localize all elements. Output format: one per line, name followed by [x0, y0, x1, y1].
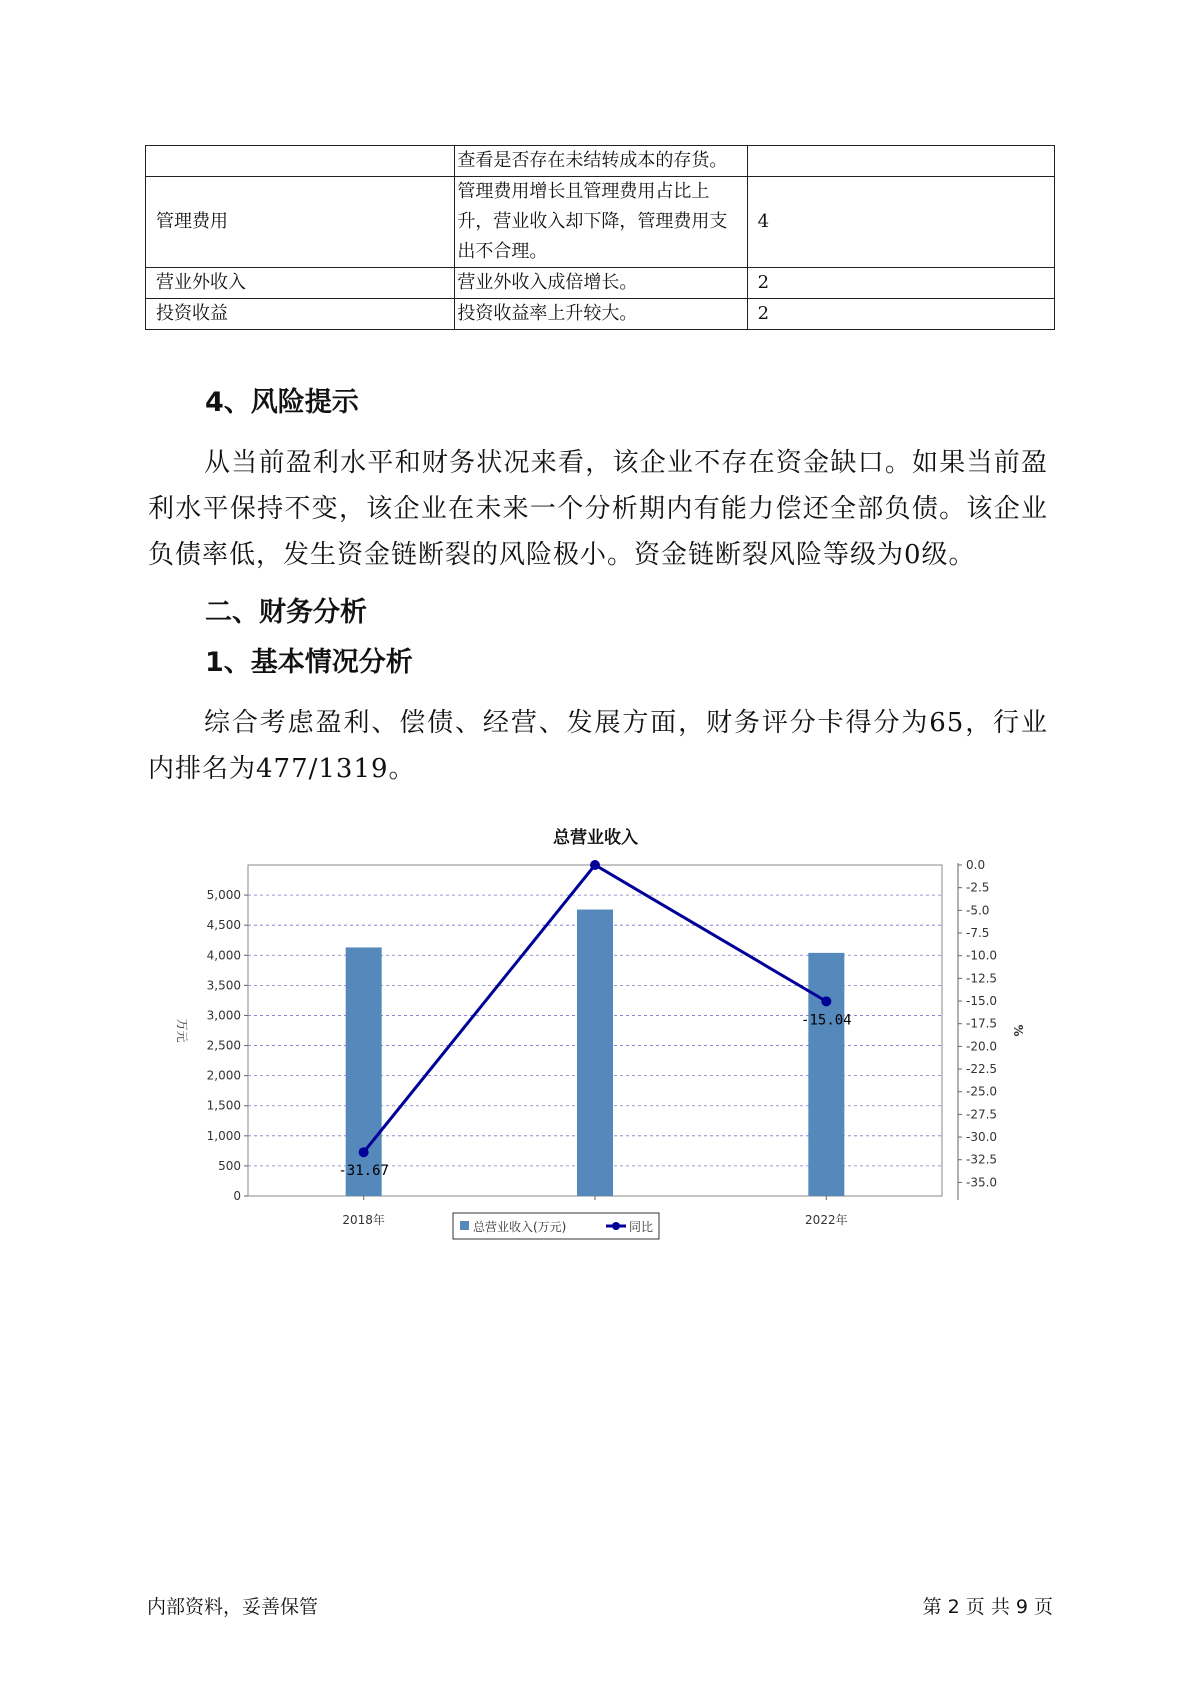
data-label-yoy: -31.67: [338, 1163, 389, 1180]
revenue-chart: [170, 850, 1025, 1270]
legend-bar-swatch: [460, 1221, 469, 1230]
y-tick-label: 500: [218, 1158, 241, 1173]
data-label-yoy: -15.04: [801, 1012, 852, 1029]
table-row: [146, 268, 1055, 299]
table-cell-score: [747, 146, 1054, 177]
bar-revenue: [346, 947, 382, 1196]
y2-tick-label: -25.0: [966, 1084, 998, 1099]
table-cell-score: 2: [747, 268, 1054, 299]
risk-paragraph: 从当前盈利水平和财务状况来看，该企业不存在资金缺口。如果当前盈利水平保持不变，该企业在未来一个分析期内有能力偿还全部负债。该企业负债率低，发生资金链断裂的风险极小。资金链断裂风险等级为0级。: [148, 448, 1048, 570]
x-tick-label: 2018年: [342, 1213, 385, 1227]
y-tick-label: 3,500: [206, 978, 241, 993]
y2-tick-label: -7.5: [966, 926, 990, 941]
table-cell-score: 4: [747, 177, 1054, 268]
footer-note: 内部资料，妥善保管: [147, 1596, 319, 1618]
point-yoy: [359, 1147, 369, 1157]
basic-heading: 1、基本情况分析: [205, 647, 413, 678]
table-cell-item: 管理费用: [146, 177, 455, 268]
y2-tick-label: 0.0: [966, 858, 986, 872]
table-row: [146, 299, 1055, 330]
legend-bar-label: 总营业收入(万元): [473, 1220, 567, 1234]
finance-heading: 二、财务分析: [205, 597, 367, 628]
y2-tick-label: -30.0: [966, 1130, 998, 1145]
x-tick-label: 2022年: [805, 1213, 848, 1227]
y2-tick-label: -32.5: [966, 1152, 998, 1167]
table-cell-desc: 查看是否存在未结转成本的存货。: [455, 146, 747, 177]
table-row: [146, 146, 1055, 177]
point-yoy: [590, 860, 600, 870]
table-cell-item: 投资收益: [146, 299, 455, 330]
chart-title: 总营业收入: [553, 828, 638, 848]
legend-line-marker: [612, 1222, 620, 1230]
basic-paragraph: 综合考虑盈利、偿债、经营、发展方面，财务评分卡得分为65，行业内排名为477/1319。: [148, 708, 1048, 784]
y2-tick-label: -27.5: [966, 1107, 998, 1122]
table-cell-item: [146, 146, 455, 177]
y-tick-label: 0: [233, 1189, 241, 1203]
table-cell-item: 营业外收入: [146, 268, 455, 299]
bar-revenue: [808, 953, 844, 1196]
risk-heading: 4、风险提示: [205, 387, 359, 418]
table-cell-desc: 管理费用增长且管理费用占比上升，营业收入却下降，管理费用支出不合理。: [455, 177, 747, 268]
bar-revenue: [577, 910, 613, 1196]
page-number: 第 2 页 共 9 页: [922, 1596, 1053, 1618]
y-tick-label: 4,000: [206, 948, 241, 963]
table-cell-desc: 营业外收入成倍增长。: [455, 268, 747, 299]
y2-tick-label: -5.0: [966, 903, 990, 918]
y-tick-label: 2,500: [206, 1038, 241, 1053]
risk-item-table: [145, 145, 1055, 330]
y-tick-label: 1,000: [206, 1128, 241, 1143]
y2-tick-label: -10.0: [966, 948, 998, 963]
y-tick-label: 5,000: [206, 888, 241, 903]
table-cell-score: 2: [747, 299, 1054, 330]
y-tick-label: 3,000: [206, 1008, 241, 1023]
y-tick-label: 1,500: [206, 1098, 241, 1113]
legend-line-label: 同比: [629, 1220, 654, 1234]
y2-tick-label: -2.5: [966, 880, 990, 895]
y2-tick-label: -12.5: [966, 971, 998, 986]
y2-tick-label: -35.0: [966, 1175, 998, 1190]
table-row: [146, 177, 1055, 268]
y2-tick-label: -22.5: [966, 1062, 998, 1077]
y-tick-label: 4,500: [206, 918, 241, 933]
y2-axis-label: %: [1011, 1024, 1025, 1037]
table-cell-desc: 投资收益率上升较大。: [455, 299, 747, 330]
y2-tick-label: -15.0: [966, 994, 998, 1009]
y-tick-label: 2,000: [206, 1068, 241, 1083]
y-axis-label: 万元: [175, 1018, 189, 1043]
point-yoy: [821, 996, 831, 1006]
y2-tick-label: -20.0: [966, 1039, 998, 1054]
y2-tick-label: -17.5: [966, 1016, 998, 1031]
